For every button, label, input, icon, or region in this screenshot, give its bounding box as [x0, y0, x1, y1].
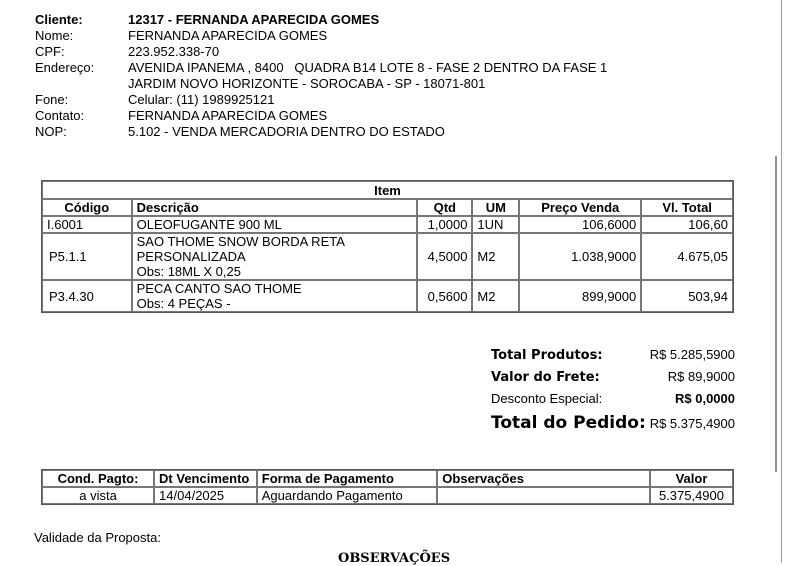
cell-total: 503,94: [641, 280, 733, 312]
table-row: [42, 216, 733, 233]
client-row-nop: [35, 124, 607, 140]
desc-line: OLEOFUGANTE 900 ML: [136, 217, 282, 232]
cell-total: 4.675,05: [641, 233, 733, 280]
label: Contato:: [35, 108, 85, 123]
cell-preco: 899,9000: [519, 280, 641, 312]
desc-line: PERSONALIZADA: [136, 249, 246, 264]
cell-descricao: [132, 216, 418, 233]
total-pedido: [491, 413, 735, 437]
scrollbar-thumb[interactable]: [775, 156, 777, 472]
label: NOP:: [35, 124, 67, 139]
cell-qtd: 1,0000: [417, 216, 472, 233]
col-header-forma-pagamento: Forma de Pagamento: [257, 470, 438, 487]
value: Celular: (11) 1989925121: [128, 92, 275, 107]
client-row-fone: [35, 92, 607, 108]
cell-qtd: 0,5600: [417, 280, 472, 312]
total-pedido-value: R$ 5.375,4900: [649, 416, 735, 431]
page-edge-divider: [781, 0, 782, 563]
cell-cond: a vista: [42, 487, 154, 504]
client-row-endereco-2: [35, 76, 607, 92]
label: CPF:: [35, 44, 65, 59]
cell-forma: Aguardando Pagamento: [257, 487, 438, 504]
table-row: [42, 487, 733, 504]
col-header-descricao: Descrição: [132, 199, 418, 216]
label: Cliente:: [35, 12, 83, 27]
value: AVENIDA IPANEMA , 8400 QUADRA B14 LOTE 8 - FASE 2 DENTRO DA FASE 1: [128, 60, 608, 75]
total-pedido-label: Total do Pedido:: [491, 413, 646, 433]
col-header-cond-pagto: Cond. Pagto:: [42, 470, 154, 487]
client-row-nome: [35, 28, 607, 44]
cell-vencimento: 14/04/2025: [154, 487, 257, 504]
col-header-dt-vencimento: Dt Vencimento: [154, 470, 257, 487]
label: Endereço:: [35, 60, 95, 75]
desc-line: PECA CANTO SAO THOME: [136, 281, 302, 296]
value: JARDIM NOVO HORIZONTE - SOROCABA - SP - 18071-801: [128, 76, 486, 91]
cell-codigo: I.6001: [42, 216, 132, 233]
col-header-um: UM: [472, 199, 519, 216]
cell-um: 1UN: [472, 216, 519, 233]
valor-frete-value: R$ 89,9000: [667, 369, 735, 384]
cell-preco: 1.038,9000: [519, 233, 641, 280]
value: FERNANDA APARECIDA GOMES: [128, 108, 328, 123]
value: FERNANDA APARECIDA GOMES: [128, 28, 328, 43]
desc-line: SAO THOME SNOW BORDA RETA: [136, 234, 345, 249]
total-produtos-value: R$ 5.285,5900: [649, 347, 735, 362]
table-row: [42, 233, 733, 280]
client-info: [35, 12, 607, 140]
cell-codigo: P5.1.1: [42, 233, 132, 280]
valor-frete-label: Valor do Frete:: [491, 370, 600, 385]
cell-valor: 5.375,4900: [650, 487, 733, 504]
validade-label: Validade da Proposta:: [34, 530, 161, 545]
cell-qtd: 4,5000: [417, 233, 472, 280]
cell-um: M2: [472, 280, 519, 312]
desc-obs: Obs: 4 PEÇAS -: [136, 296, 231, 311]
total-produtos: [491, 347, 735, 369]
cell-obs: [437, 487, 650, 504]
table-row: [42, 280, 733, 312]
client-row-endereco: [35, 60, 607, 76]
desc-obs: Obs: 18ML X 0,25: [136, 264, 241, 279]
label: [35, 76, 128, 92]
label: Fone:: [35, 92, 69, 107]
totals-summary: [491, 347, 735, 437]
cell-total: 106,60: [641, 216, 733, 233]
items-table-title: Item: [42, 181, 733, 199]
cell-descricao: [132, 280, 418, 312]
col-header-qtd: Qtd: [417, 199, 472, 216]
cell-descricao: [132, 233, 418, 280]
col-header-preco: Preço Venda: [519, 199, 641, 216]
cell-um: M2: [472, 233, 519, 280]
desconto-value: R$ 0,0000: [675, 391, 735, 406]
desconto-especial: [491, 391, 735, 413]
col-header-observacoes: Observações: [437, 470, 650, 487]
desconto-label: Desconto Especial:: [491, 391, 603, 406]
client-row-cpf: [35, 44, 607, 60]
payment-table: [41, 469, 734, 505]
value: 5.102 - VENDA MERCADORIA DENTRO DO ESTADO: [128, 124, 445, 139]
col-header-codigo: Código: [42, 199, 132, 216]
cell-preco: 106,6000: [519, 216, 641, 233]
total-produtos-label: Total Produtos:: [491, 348, 603, 363]
client-row-contato: [35, 108, 607, 124]
observacoes-title: OBSERVAÇÕES: [338, 551, 451, 566]
cell-codigo: P3.4.30: [42, 280, 132, 312]
items-table: [41, 180, 734, 313]
valor-frete: [491, 369, 735, 391]
col-header-valor: Valor: [650, 470, 733, 487]
value: 12317 - FERNANDA APARECIDA GOMES: [128, 12, 380, 27]
client-row-cliente: [35, 12, 607, 28]
label: Nome:: [35, 28, 74, 43]
col-header-total: Vl. Total: [641, 199, 733, 216]
value: 223.952.338-70: [128, 44, 220, 59]
